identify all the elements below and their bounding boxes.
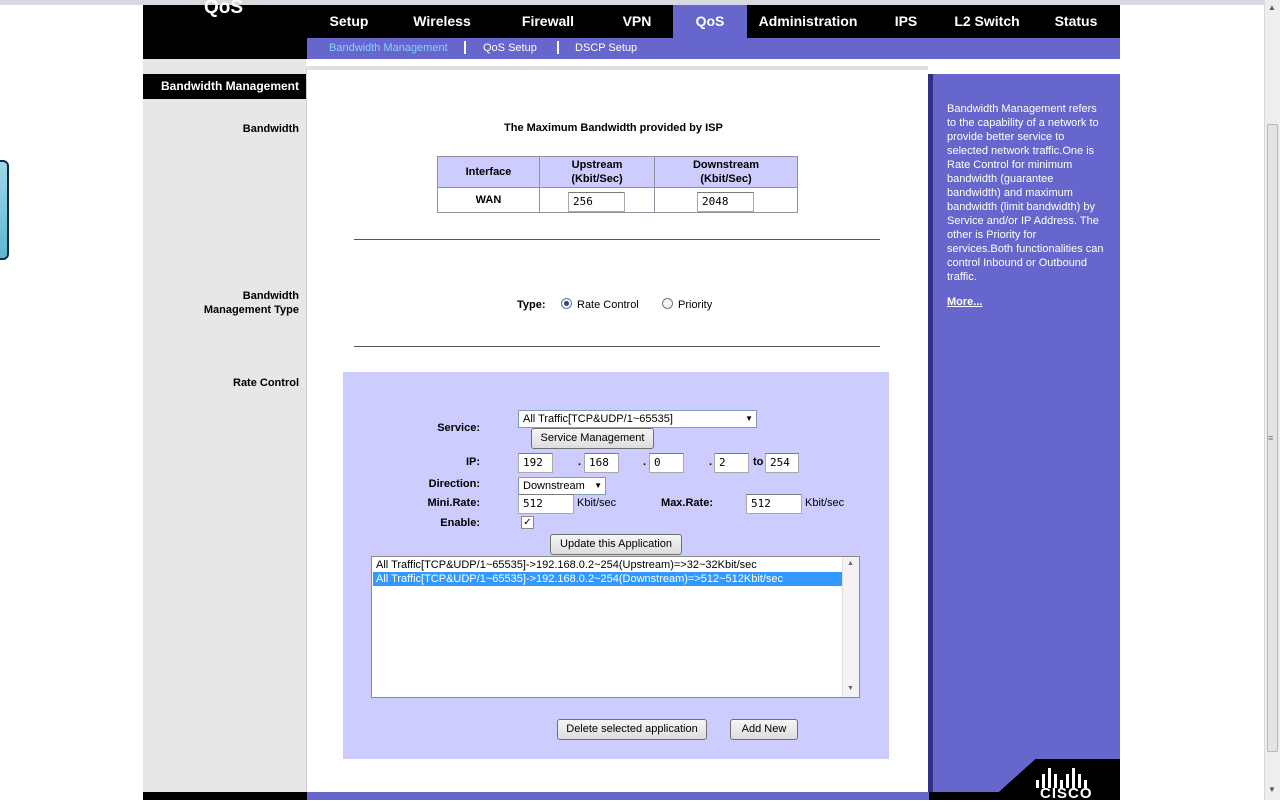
radio-rate-control[interactable] xyxy=(561,298,572,309)
footer-bar xyxy=(143,792,1120,800)
chevron-down-icon: ▼ xyxy=(745,414,753,423)
downstream-input[interactable]: 2048 xyxy=(697,192,754,212)
side-panel-tab[interactable] xyxy=(0,160,9,260)
tab-ips[interactable]: IPS xyxy=(894,13,918,29)
radio-priority[interactable] xyxy=(662,298,673,309)
col-upstream-line1: Upstream xyxy=(571,159,623,171)
update-application-button[interactable]: Update this Application xyxy=(550,534,682,555)
type-label: Type: xyxy=(517,299,546,311)
ip-to-label: to xyxy=(753,456,764,468)
ip-octet-4-input[interactable]: 2 xyxy=(714,453,749,473)
page-scrollbar[interactable] xyxy=(1264,0,1280,800)
chevron-down-icon: ▼ xyxy=(594,481,602,490)
sub-nav xyxy=(307,38,1120,59)
bandwidth-label: Bandwidth xyxy=(242,123,299,135)
direction-select[interactable] xyxy=(518,477,606,495)
help-text: Bandwidth Management refers to the capability of a network to provide better service to selected network traffic.One is Rate Control for minimum bandwidth (guarantee bandwidth) and maximum bandwidth (limit bandwidth) by Service and/or IP Address. The other is Priority for services.Both functionalities can control Inbound or Outbound traffic. xyxy=(947,103,1104,283)
subtab-bandwidth-management[interactable]: Bandwidth Management xyxy=(329,42,448,54)
col-upstream xyxy=(540,157,655,188)
col-interface: Interface xyxy=(438,157,540,188)
service-select[interactable] xyxy=(518,410,757,428)
delete-application-button[interactable]: Delete selected application xyxy=(557,719,707,740)
scroll-down-arrow-icon[interactable]: ▼ xyxy=(1268,785,1276,794)
rate-control-label: Rate Control xyxy=(233,377,299,389)
max-rate-input[interactable]: 512 xyxy=(746,494,802,514)
subnav-separator xyxy=(557,41,559,54)
subnav-separator xyxy=(464,41,466,54)
more-link[interactable]: More... xyxy=(947,296,983,308)
bm-type-label-line1: Bandwidth xyxy=(242,290,299,302)
scroll-up-arrow-icon[interactable]: ▲ xyxy=(847,560,854,567)
help-column-edge xyxy=(928,74,933,792)
cisco-logo-wordmark: CISCO xyxy=(1040,785,1093,802)
service-management-button[interactable]: Service Management xyxy=(531,428,654,449)
direction-label: Direction: xyxy=(428,478,480,490)
subtab-dscp-setup[interactable]: DSCP Setup xyxy=(575,42,638,54)
radio-rate-control-label[interactable]: Rate Control xyxy=(577,299,639,311)
left-label-column xyxy=(143,59,306,792)
tab-administration[interactable]: Administration xyxy=(758,13,858,29)
direction-select-value: Downstream xyxy=(523,480,585,492)
radio-priority-label[interactable]: Priority xyxy=(678,299,713,311)
divider xyxy=(354,239,880,240)
section-title xyxy=(143,74,306,99)
enable-label: Enable: xyxy=(440,517,480,529)
col-upstream-line2: (Kbit/Sec) xyxy=(571,173,623,185)
section-title-text: Bandwidth Management xyxy=(160,79,299,93)
tab-qos[interactable]: QoS xyxy=(673,5,747,38)
service-select-value: All Traffic[TCP&UDP/1~65535] xyxy=(523,413,673,425)
ip-range-end-input[interactable]: 254 xyxy=(765,453,799,473)
ip-dot: . xyxy=(578,456,582,468)
enable-checkbox[interactable] xyxy=(521,516,534,529)
mini-rate-unit: Kbit/sec xyxy=(577,497,617,509)
help-column-top xyxy=(928,59,1120,74)
bm-type-label-line2: Management Type xyxy=(203,304,299,316)
list-item[interactable]: All Traffic[TCP&UDP/1~65535]->192.168.0.2~254(Upstream)=>32~32Kbit/sec xyxy=(376,559,757,571)
tab-wireless[interactable]: Wireless xyxy=(413,13,471,29)
application-list[interactable] xyxy=(371,556,860,698)
tab-setup[interactable]: Setup xyxy=(329,13,369,29)
max-rate-label: Max.Rate: xyxy=(661,497,713,509)
divider xyxy=(354,346,880,347)
bandwidth-title: The Maximum Bandwidth provided by ISP xyxy=(504,122,723,134)
max-rate-unit: Kbit/sec xyxy=(805,497,845,509)
mini-rate-label: Mini.Rate: xyxy=(427,497,480,509)
subtab-qos-setup[interactable]: QoS Setup xyxy=(483,42,537,54)
scroll-up-arrow-icon[interactable]: ▲ xyxy=(1268,3,1276,12)
mini-rate-input[interactable]: 512 xyxy=(518,494,574,514)
upstream-input[interactable]: 256 xyxy=(568,192,625,212)
ip-dot: . xyxy=(709,456,713,468)
scroll-down-arrow-icon[interactable]: ▼ xyxy=(847,685,854,692)
footer-accent xyxy=(307,792,929,800)
tab-status[interactable]: Status xyxy=(1054,13,1098,29)
list-item-selected[interactable]: All Traffic[TCP&UDP/1~65535]->192.168.0.2~254(Downstream)=>512~512Kbit/sec xyxy=(373,572,843,586)
scrollbar-grip-icon: ≡ xyxy=(1268,433,1274,443)
col-downstream xyxy=(655,157,798,188)
add-new-button[interactable]: Add New xyxy=(730,719,798,740)
tab-vpn[interactable]: VPN xyxy=(622,13,652,29)
col-downstream-line2: (Kbit/Sec) xyxy=(700,173,752,185)
ip-octet-2-input[interactable]: 168 xyxy=(584,453,619,473)
ip-dot: . xyxy=(643,456,647,468)
ip-octet-1-input[interactable]: 192 xyxy=(518,453,553,473)
ip-label: IP: xyxy=(465,456,480,468)
tab-firewall[interactable]: Firewall xyxy=(521,13,575,29)
interface-cell: WAN xyxy=(438,188,540,213)
application-list-scrollbar[interactable] xyxy=(842,557,859,697)
col-downstream-line1: Downstream xyxy=(692,159,760,171)
tab-l2-switch[interactable]: L2 Switch xyxy=(954,13,1020,29)
ip-octet-3-input[interactable]: 0 xyxy=(649,453,684,473)
page-logo-title: QoS xyxy=(204,0,244,18)
service-label: Service: xyxy=(437,422,480,434)
checkmark-icon: ✓ xyxy=(523,517,532,528)
